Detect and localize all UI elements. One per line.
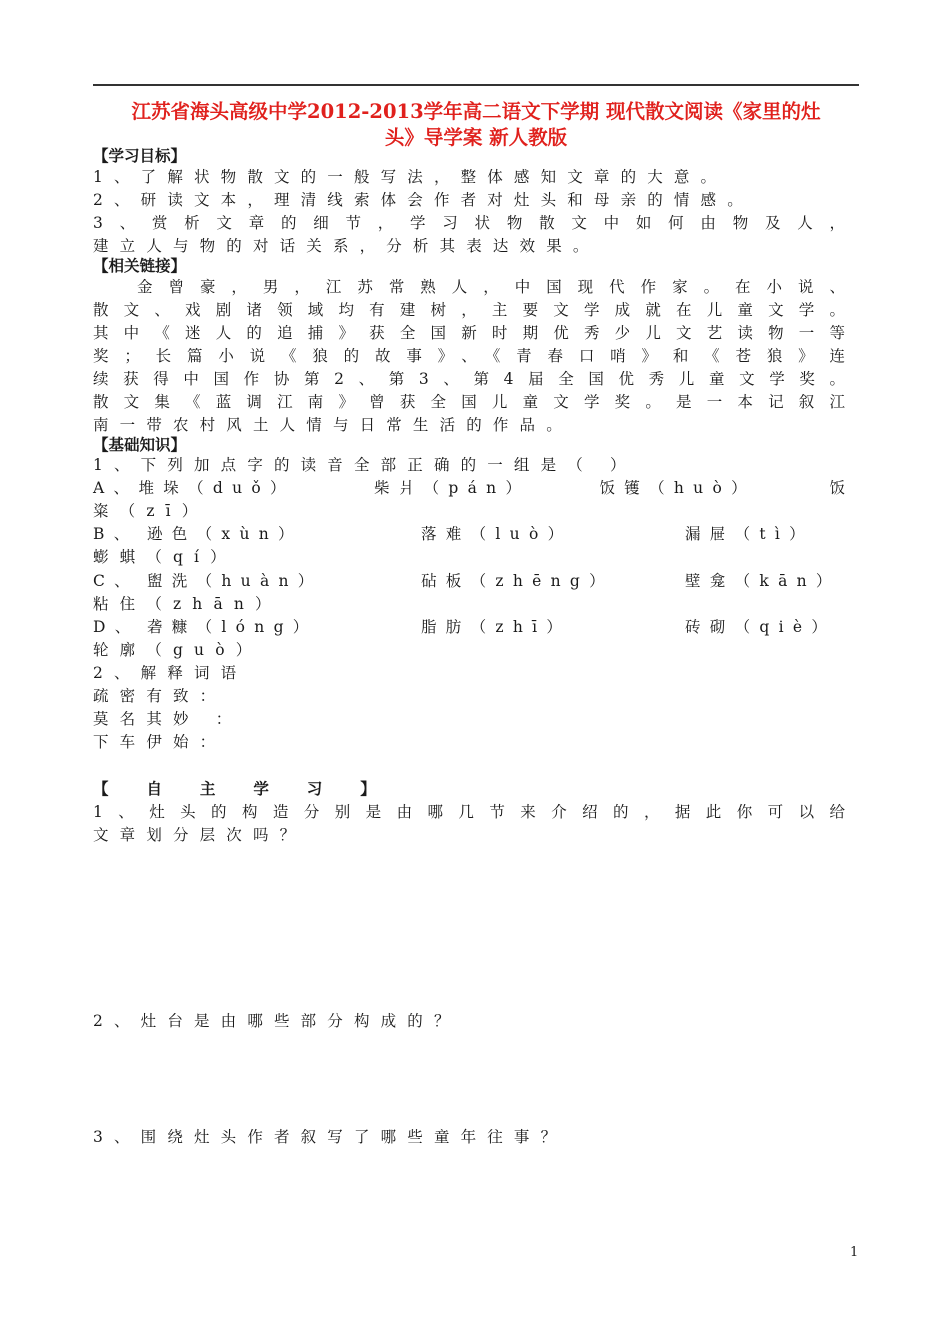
goal-item-2: 2、研读文本，理清线索体会作者对灶头和母亲的情感。	[93, 191, 754, 209]
option-b-row	[93, 523, 845, 545]
option-a-label: A、	[93, 479, 139, 497]
goal-item-1: 1、了解状物散文的一般写法，整体感知文章的大意。	[93, 168, 728, 186]
option-a-item-3: 饭镬（huò）	[599, 479, 756, 497]
links-line-4: 奖；长篇小说《狼的故事》、《青春口哨》和《苍狼》连	[93, 347, 845, 365]
page-number: 1	[850, 1245, 859, 1260]
document-title-line1: 江苏省海头高级中学2012-2013学年高二语文下学期 现代散文阅读《家里的灶	[131, 100, 821, 123]
option-b-item-3: 漏屉（tì）	[685, 525, 814, 543]
links-line-7: 南一带农村风土人情与日常生活的作品。	[93, 416, 573, 434]
option-d-item-1: 砻糠（lóng）	[147, 618, 318, 636]
basics-question-2: 2、解释词语	[93, 664, 248, 682]
option-d-item-2: 脂肪（zhī）	[421, 618, 572, 636]
self-study-question-1b: 文章划分层次吗？	[93, 826, 307, 844]
option-d-row	[93, 616, 845, 638]
option-c-row	[93, 570, 845, 592]
option-a-item-4: 饭	[829, 479, 845, 497]
option-b-label: B、	[93, 525, 139, 543]
term-1: 疏密有致：	[93, 687, 227, 705]
option-c-item-2: 砧板（zhēng）	[421, 572, 614, 590]
option-c-continued: 粘住（zhān）	[93, 595, 282, 613]
goals-header: 【学习目标】	[93, 146, 187, 165]
basics-header: 【基础知识】	[93, 435, 187, 454]
option-a-row	[93, 477, 845, 499]
self-study-header: 【 自 主 学 习 】	[93, 779, 393, 798]
term-3: 下车伊始：	[93, 733, 227, 751]
self-study-question-1a: 1、灶头的构造分别是由哪几节来介绍的，据此你可以给	[93, 803, 845, 821]
option-c-item-1: 盥洗（huàn）	[147, 572, 323, 590]
header-rule	[93, 84, 859, 86]
option-d-item-3: 砖砌（qiè）	[685, 618, 837, 636]
option-a-continued: 粢（zī）	[93, 502, 209, 520]
option-a-item-1: 堆垛（duǒ）	[138, 479, 295, 497]
links-line-3: 其中《迷人的追捕》获全国新时期优秀少儿文艺读物一等	[93, 324, 845, 342]
links-line-5: 续获得中国作协第2、第3、第4届全国优秀儿童文学奖。	[93, 370, 845, 388]
links-line-1: 金曾豪，男，江苏常熟人，中国现代作家。在小说、	[137, 278, 845, 296]
self-study-question-3: 3、围绕灶头作者叙写了哪些童年往事？	[93, 1128, 568, 1146]
option-c-item-3: 壁龛（kān）	[685, 572, 841, 590]
links-line-2: 散文、戏剧诸领域均有建树，主要文学成就在儿童文学。	[93, 301, 845, 319]
option-a-item-2: 柴爿（pán）	[374, 479, 531, 497]
links-header: 【相关链接】	[93, 256, 187, 275]
option-b-item-1: 逊色（xùn）	[147, 525, 303, 543]
option-d-continued: 轮廓（guò）	[93, 641, 263, 659]
term-2: 莫名其妙 ：	[93, 710, 243, 728]
option-b-continued: 蟛蜞（qí）	[93, 548, 237, 566]
option-b-item-2: 落难（luò）	[421, 525, 573, 543]
self-study-question-2: 2、灶台是由哪些部分构成的？	[93, 1012, 461, 1030]
document-title-line2: 头》导学案 新人教版	[384, 126, 568, 149]
option-d-label: D、	[93, 618, 140, 636]
goal-item-3: 3、赏析文章的细节，学习状物散文中如何由物及人，	[93, 214, 845, 232]
option-c-label: C、	[93, 572, 139, 590]
links-line-6: 散文集《蓝调江南》曾获全国儿童文学奖。是一本记叙江	[93, 393, 845, 411]
basics-question-1: 1、下列加点字的读音全部正确的一组是（ ）	[93, 456, 637, 474]
goal-item-4: 建立人与物的对话关系，分析其表达效果。	[93, 237, 600, 255]
